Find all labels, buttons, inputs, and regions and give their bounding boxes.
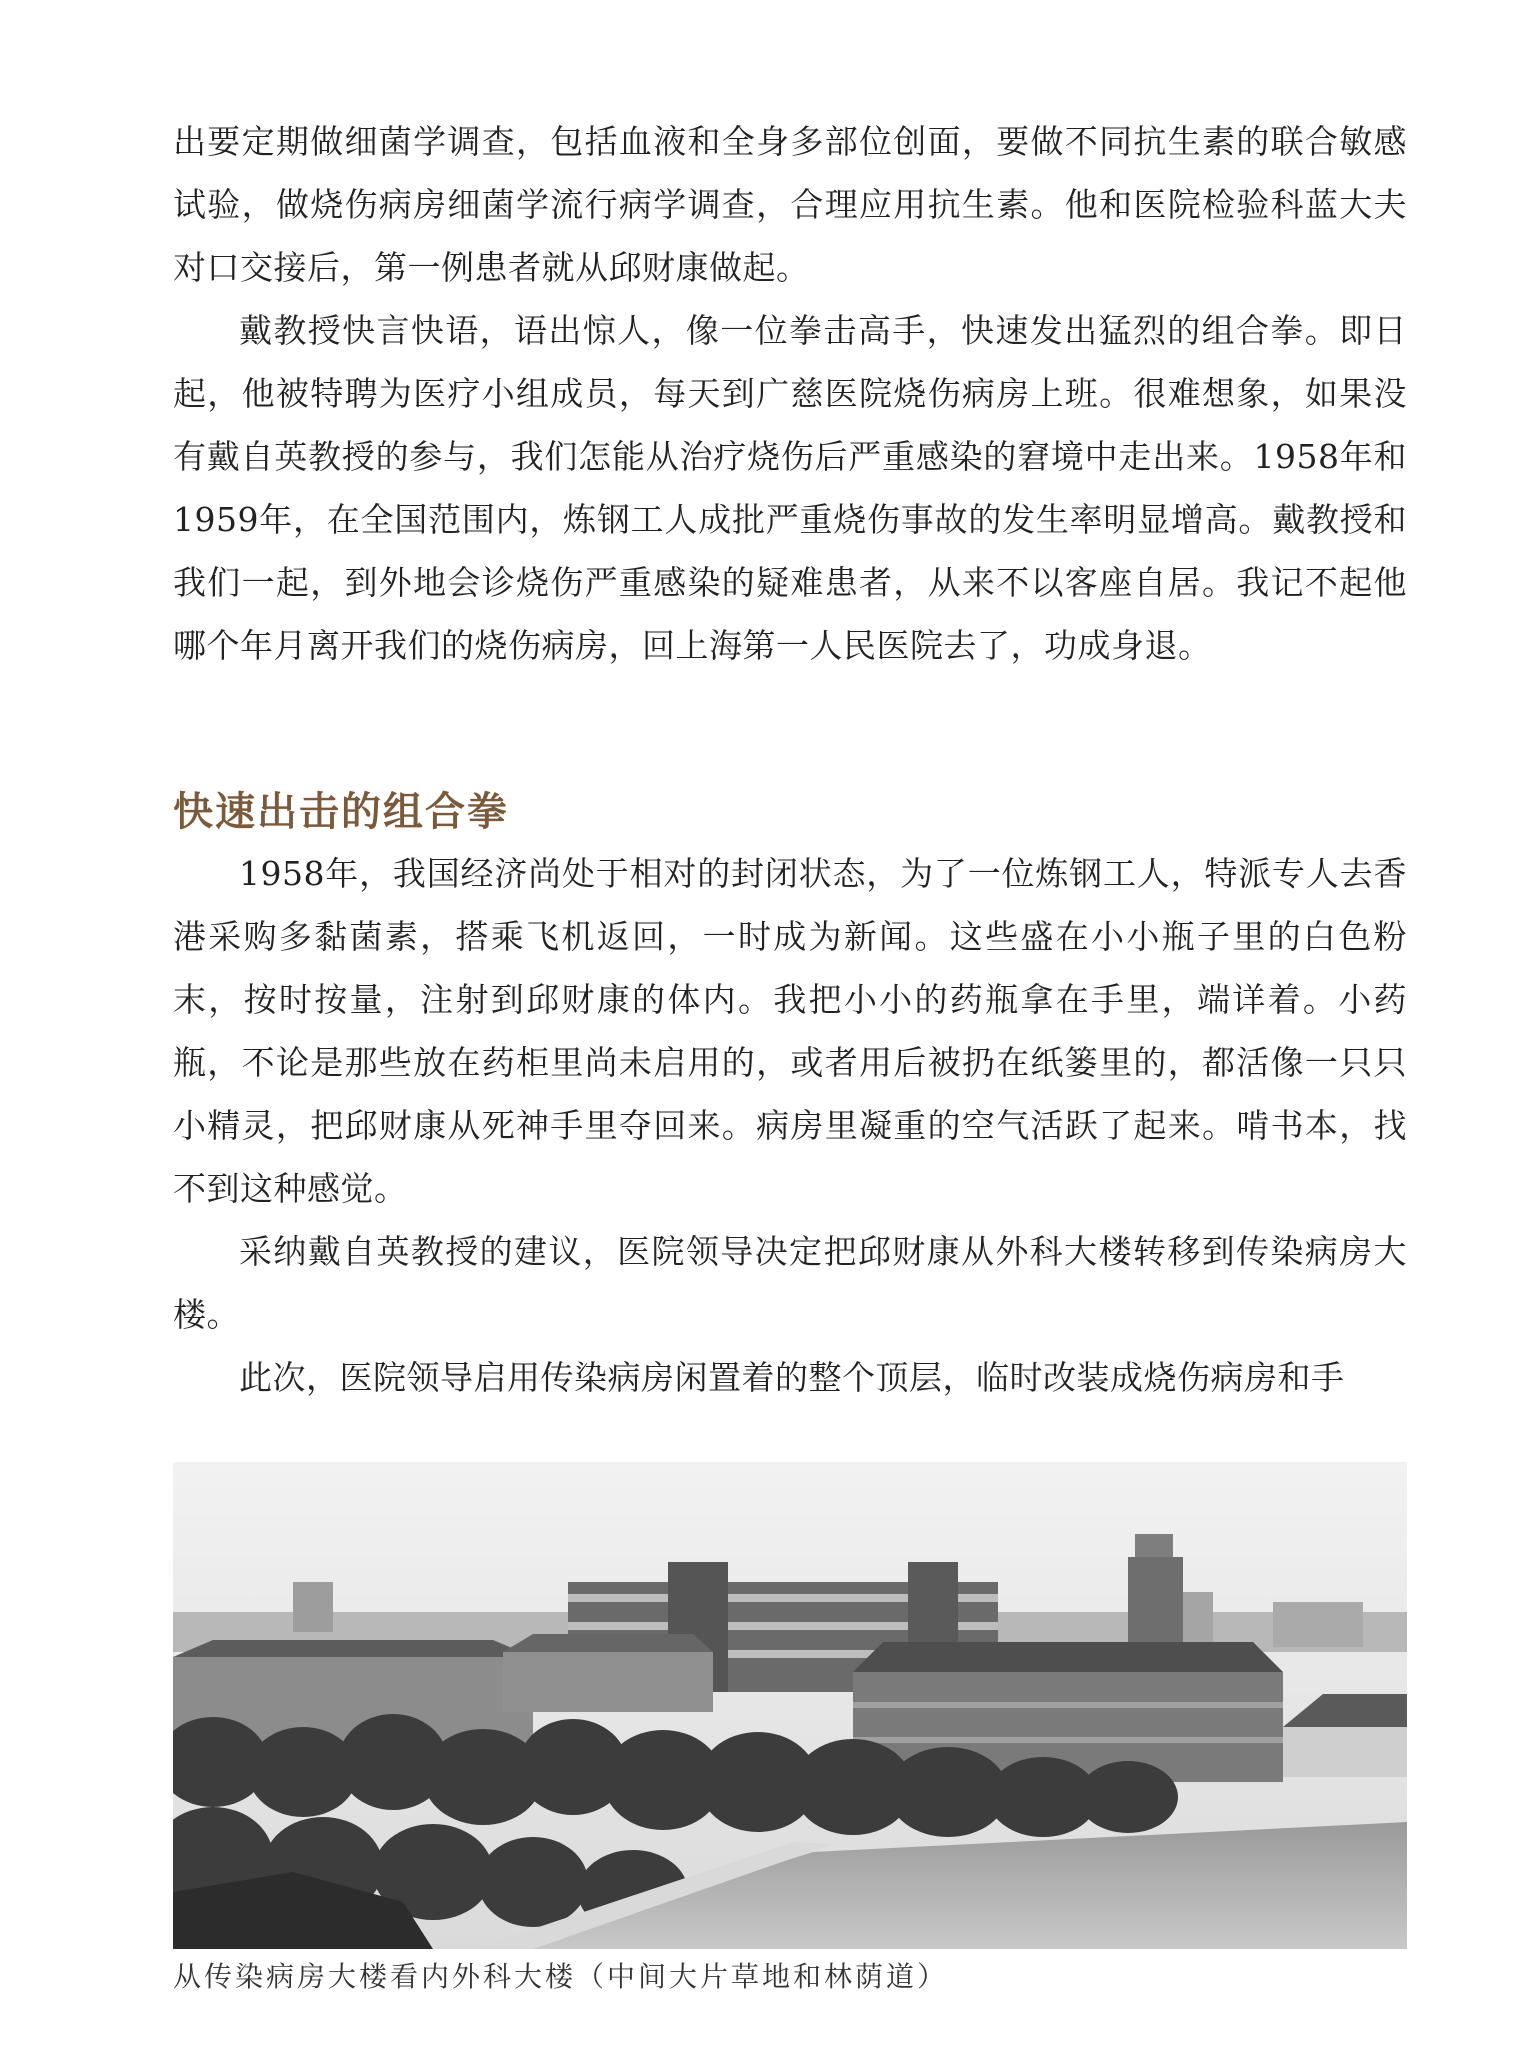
photo-hospital-buildings [173, 1462, 1407, 1949]
historical-photo [173, 1462, 1407, 1949]
photo-caption: 从传染病房大楼看内外科大楼（中间大片草地和林荫道） [173, 1960, 949, 1993]
paragraph-1958: 1958年，我国经济尚处于相对的封闭状态，为了一位炼钢工人，特派专人去香港采购多黏菌素，搭乘飞机返回，一时成为新闻。这些盛在小小瓶子里的白色粉末，按时按量，注射到邱财康的体内。我把小小的药瓶拿在手里，端详着。小药瓶，不论是那些放在药柜里尚未启用的，或者用后被扔在纸篓里的，都活像一只只小精灵，把邱财康从死神手里夺回来。病房里凝重的空气活跃了起来。啃书本，找不到这种感觉。 [173, 854, 1407, 1208]
paragraph-dai-professor: 戴教授快言快语，语出惊人，像一位拳击高手，快速发出猛烈的组合拳。即日起，他被特聘为医疗小组成员，每天到广慈医院烧伤病房上班。很难想象，如果没有戴自英教授的参与，我们怎能从治疗烧伤后严重感染的窘境中走出来。1958年和1959年，在全国范围内，炼钢工人成批严重烧伤事故的发生率明显增高。戴教授和我们一起，到外地会诊烧伤严重感染的疑难患者，从来不以客座自居。我记不起他哪个年月离开我们的烧伤病房，回上海第一人民医院去了，功成身退。 [173, 311, 1407, 665]
body-text-section-1 [173, 110, 1407, 677]
section-heading: 快速出击的组合拳 [173, 788, 509, 835]
paragraph-transfer: 采纳戴自英教授的建议，医院领导决定把邱财康从外科大楼转移到传染病房大楼。 [173, 1232, 1407, 1334]
paragraph-top-floor: 此次，医院领导启用传染病房闲置着的整个顶层，临时改装成烧伤病房和手 [239, 1358, 1345, 1397]
body-text-section-2 [173, 842, 1407, 1409]
paragraph-continued: 出要定期做细菌学调查，包括血液和全身多部位创面，要做不同抗生素的联合敏感试验，做烧伤病房细菌学流行病学调查，合理应用抗生素。他和医院检验科蓝大夫对口交接后，第一例患者就从邱财康做起。 [173, 122, 1407, 287]
